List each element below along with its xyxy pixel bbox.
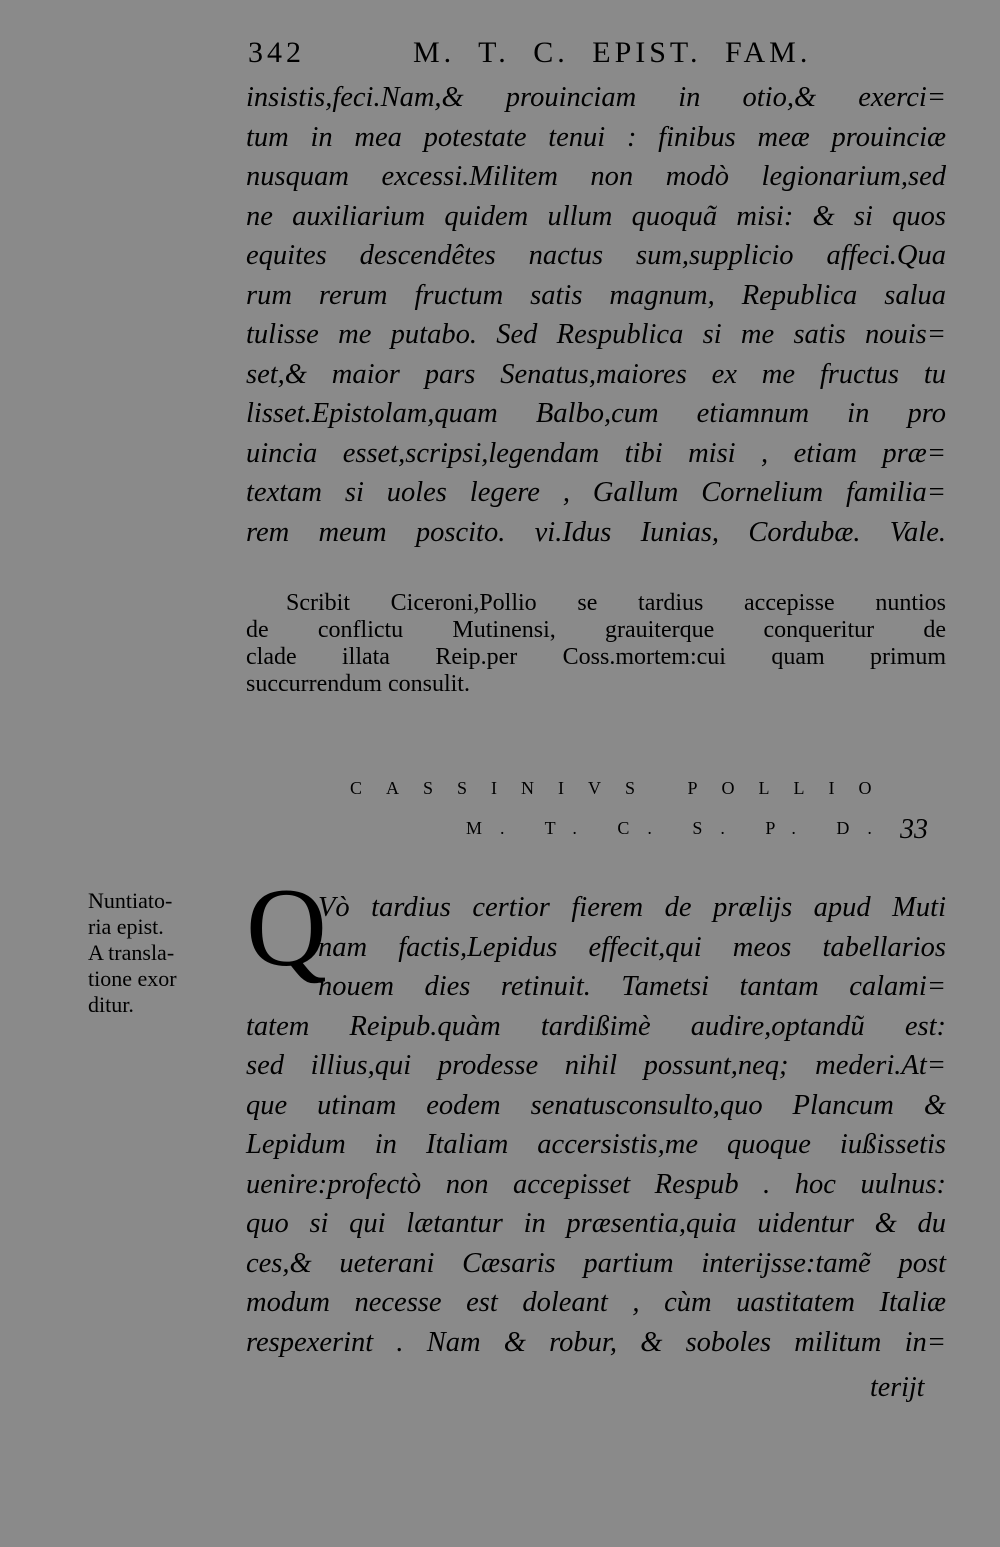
text-line: uenire:profectò non accepisset Respub . hoc uulnus: — [246, 1168, 946, 1200]
running-title: M. T. C. EPIST. FAM. — [413, 36, 812, 69]
text-line: set,& maior pars Senatus,maiores ex me fructus tu — [246, 358, 946, 390]
letter-text — [246, 888, 946, 1362]
text-line: sed illius,qui prodesse nihil possunt,neq; mederi.At= — [246, 1050, 946, 1081]
text-line: nam factis,Lepidus effecit,qui meos tabellarios — [318, 931, 946, 963]
summary-line: clade illata Reip.per Coss.mortem:cui quam primum — [246, 644, 946, 670]
text-line: Lepidum in Italiam accersistis,me quoque iußissetis — [246, 1129, 946, 1160]
catchword: terijt — [870, 1372, 925, 1403]
text-line: Vò tardius certior fierem de prælijs apud Muti — [318, 892, 946, 923]
text-line: textam si uoles legere , Gallum Cornelium familia= — [246, 477, 946, 508]
letter-number: 33 — [900, 814, 928, 845]
page-number: 342 — [248, 36, 305, 69]
text-line: tum in mea potestate tenui : finibus meæ prouinciæ — [246, 121, 946, 153]
text-line: respexerint . Nam & robur, & soboles militum in= — [246, 1326, 946, 1358]
text-line: ne auxiliarium quidem ullum quoquã misi: & si quos — [246, 200, 946, 232]
margin-note — [88, 888, 238, 1018]
text-line: quo si qui lætantur in præsentia,quia uidentur & du — [246, 1208, 946, 1239]
summary-line: de conflictu Mutinensi, grauiterque conqueritur de — [246, 617, 946, 643]
text-line: rem meum poscito. vi.Idus Iunias, Cordubæ. Vale. — [246, 516, 946, 548]
text-line: lisset.Epistolam,quam Balbo,cum etiamnum in pro — [246, 398, 946, 429]
margin-note-line: tione exor — [88, 966, 177, 991]
text-line: nouem dies retinuit. Tametsi tantam calami= — [318, 971, 946, 1002]
previous-letter-text — [246, 78, 946, 552]
margin-note-line: A transla- — [88, 940, 175, 965]
text-line: insistis,feci.Nam,& prouinciam in otio,& exerci= — [246, 82, 946, 113]
text-line: modum necesse est doleant , cùm uastitatem Italiæ — [246, 1287, 946, 1318]
text-line: que utinam eodem senatusconsulto,quo Plancum & — [246, 1089, 946, 1121]
drop-cap: Q — [246, 866, 327, 990]
margin-note-line: ditur. — [88, 992, 134, 1017]
text-line: rum rerum fructum satis magnum, Republica salua — [246, 279, 946, 311]
margin-note-line: ria epist. — [88, 914, 164, 939]
margin-note-line: Nuntiato- — [88, 888, 173, 913]
text-line: nusquam excessi.Militem non modò legionarium,sed — [246, 161, 946, 192]
text-line: tatem Reipub.quàm tardißimè audire,optandũ est: — [246, 1010, 946, 1042]
letter-heading-salutation: M. T. C. S. P. D. — [466, 818, 890, 838]
letter-summary — [246, 590, 946, 698]
text-line: ces,& ueterani Cæsaris partium interijsse:tamẽ post — [246, 1247, 946, 1279]
summary-line: succurrendum consulit. — [246, 671, 470, 697]
text-line: tulisse me putabo. Sed Respublica si me satis nouis= — [246, 319, 946, 350]
text-line: equites descendêtes nactus sum,supplicio affeci.Qua — [246, 240, 946, 271]
text-line: uincia esset,scripsi,legendam tibi misi , etiam præ= — [246, 437, 946, 469]
summary-line: Scribit Ciceroni,Pollio se tardius accepisse nuntios — [286, 590, 946, 616]
letter-heading-sender: CASSINIVS POLLIO — [350, 778, 896, 798]
